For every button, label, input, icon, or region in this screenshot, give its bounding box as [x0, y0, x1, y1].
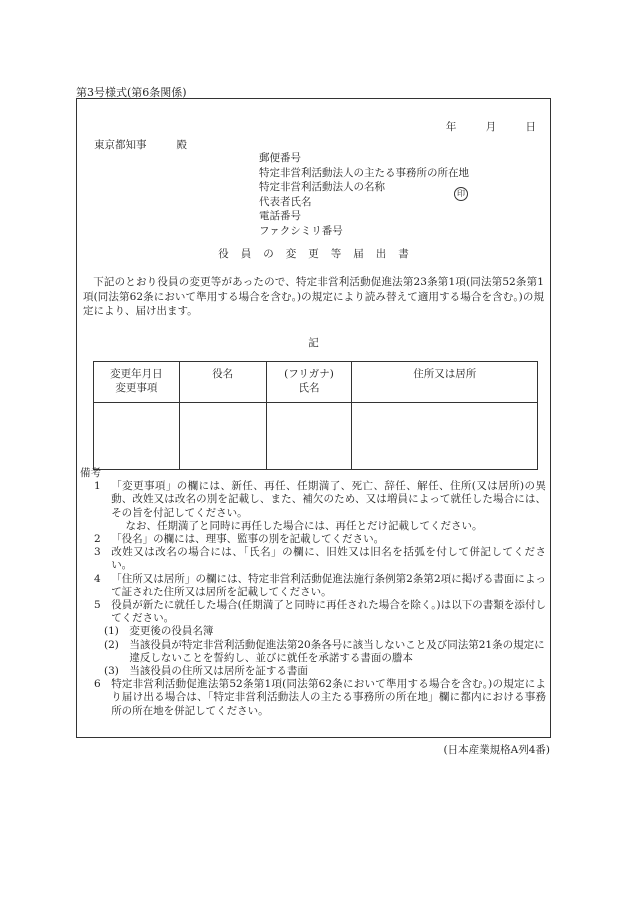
office-address-label: 特定非営利活動法人の主たる事務所の所在地 — [259, 166, 469, 179]
seal-mark: 印 — [454, 187, 468, 201]
note-item — [94, 573, 546, 599]
note-number: 4 — [94, 572, 112, 585]
note-number: 3 — [94, 546, 112, 559]
note-item — [94, 599, 546, 625]
sub-note-item — [104, 639, 546, 665]
officer-change-table — [93, 361, 538, 470]
note-item — [94, 678, 546, 718]
header-line: 変更年月日 — [110, 368, 163, 380]
header-line: 役名 — [212, 368, 234, 380]
note-number: 5 — [94, 599, 112, 612]
date-month: 月 — [485, 121, 497, 133]
form-number: 第3号様式(第6条関係) — [76, 86, 187, 99]
sub-note-item — [104, 665, 546, 678]
cell-name[interactable] — [266, 403, 352, 470]
sub-note-text: 当該役員の住所又は居所を証する書面 — [129, 665, 308, 678]
note-number: 2 — [94, 533, 112, 546]
header-line: 変更事項 — [115, 382, 158, 394]
sub-note-text: 当該役員が特定非営利活動促進法第20条各号に該当しないこと及び同法第21条の規定に違反しないことを誓約し、並びに就任を承諾する書面の謄本 — [129, 638, 545, 664]
title-char: 更 — [308, 248, 319, 260]
document-title — [77, 246, 550, 261]
sub-note-text: 変更後の役員名簿 — [129, 625, 214, 638]
note-text: 「住所又は居所」の欄には、特定非営利活動促進法施行条例第2条第2項に掲げる書面によって証された住所又は居所を記載してください。 — [111, 572, 546, 598]
header-change-date — [94, 362, 180, 403]
sub-note-number: (1) — [104, 625, 130, 638]
representative-name-label: 代表者氏名 — [259, 195, 312, 208]
body-paragraph — [83, 275, 544, 319]
header-line: 住所又は居所 — [413, 368, 477, 380]
title-char: 書 — [398, 248, 409, 260]
date-line — [420, 119, 536, 134]
title-char: 員 — [240, 248, 252, 260]
note-item — [94, 520, 546, 533]
note-text: 「変更事項」の欄には、新任、再任、任期満了、死亡、辞任、解任、住所(又は居所)の異動、改姓又は改名の別を記載し、また、補欠のため、又は増員によって就任した場合には、その旨を付記してください。 — [111, 480, 546, 519]
form-frame — [76, 98, 551, 738]
cell-change-date[interactable] — [94, 403, 180, 470]
note-item — [94, 546, 546, 572]
fax-label: ファクシミリ番号 — [259, 224, 343, 237]
notes-section — [80, 467, 546, 718]
note-text: なお、任期満了と同時に再任した場合には、再任とだけ記載してください。 — [115, 519, 483, 532]
cell-officer-title[interactable] — [179, 403, 266, 470]
sub-note-item — [104, 625, 546, 638]
title-char: 役 — [218, 248, 229, 260]
header-address — [352, 362, 538, 403]
paper-size-note: (日本産業規格A列4番) — [443, 744, 550, 756]
table-header-row — [94, 362, 538, 403]
title-char: の — [263, 248, 274, 260]
header-line: (フリガナ) — [284, 368, 334, 380]
note-number: 1 — [94, 480, 112, 493]
applicant-fields — [259, 151, 469, 238]
body-text: 下記のとおり役員の変更等があったので、特定非営利活動促進法第23条第1項(同法第52条第1項(同法第62条において準用する場合を含む。)の規定により読み替えて適用する場合を含む。)の規定により、届け出ます。 — [83, 276, 544, 317]
recipient-name: 東京都知事 — [94, 139, 147, 151]
sub-note-number: (2) — [104, 638, 130, 651]
title-char: 等 — [330, 248, 342, 260]
date-year: 年 — [445, 121, 457, 133]
sub-note-number: (3) — [104, 665, 130, 678]
recipient-honorific: 殿 — [176, 139, 187, 151]
postal-code-label: 郵便番号 — [259, 152, 301, 164]
date-day: 日 — [525, 121, 536, 133]
title-char: 出 — [375, 248, 387, 260]
note-item — [94, 480, 546, 520]
note-text: 特定非営利活動促進法第52条第1項(同法第62条において準用する場合を含む。)の規定により届け出る場合は、「特定非営利活動法人の主たる事務所の所在地」欄に都内における事務所の所在地を併記してください。 — [111, 678, 546, 717]
note-item — [94, 533, 546, 546]
table-row — [94, 403, 538, 470]
note-text: 「役名」の欄には、理事、監事の別を記載してください。 — [111, 533, 385, 546]
cell-address[interactable] — [352, 403, 538, 470]
notes-heading: 備考 — [80, 467, 101, 479]
header-officer-title — [179, 362, 266, 403]
note-text: 改姓又は改名の場合には、「氏名」の欄に、旧姓又は旧名を括弧を付して併記してください。 — [111, 546, 546, 572]
note-number: 6 — [94, 678, 112, 691]
title-char: 変 — [285, 248, 297, 260]
corporation-name-label: 特定非営利活動法人の名称 — [259, 181, 385, 193]
title-char: 届 — [353, 248, 364, 260]
phone-label: 電話番号 — [259, 210, 301, 222]
ki-heading: 記 — [308, 337, 319, 349]
header-name — [266, 362, 352, 403]
note-text: 役員が新たに就任した場合(任期満了と同時に再任された場合を除く。)は以下の書類を添付してください。 — [111, 599, 546, 625]
header-line: 氏名 — [298, 382, 320, 394]
recipient — [94, 137, 187, 152]
